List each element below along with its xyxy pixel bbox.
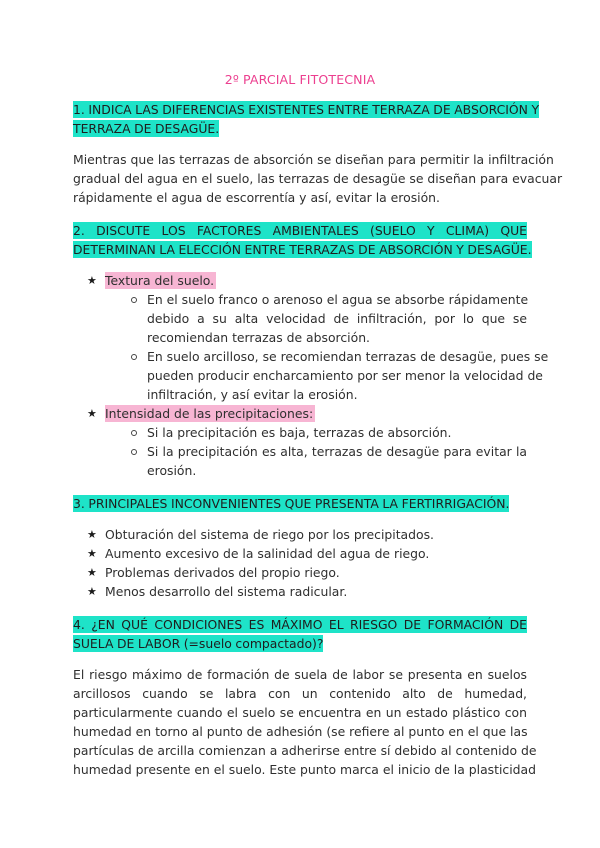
- star-icon: ★: [87, 274, 97, 287]
- star-icon: ★: [87, 407, 97, 420]
- question-1-answer: [73, 150, 563, 207]
- factor-item: [89, 271, 527, 290]
- list-item: Si la precipitación es baja, terrazas de absorción.: [131, 423, 527, 442]
- circle-bullet-icon: [131, 297, 137, 303]
- question-4-heading-line: 4. ¿EN QUÉ CONDICIONES ES MÁXIMO EL RIESGO DE FORMACIÓN DE: [73, 617, 527, 632]
- question-1-heading: [73, 100, 540, 138]
- factor-label: Textura del suelo.: [105, 273, 215, 288]
- factor-points: [131, 423, 527, 480]
- star-icon: ★: [87, 528, 97, 541]
- factor-item: [89, 404, 527, 423]
- question-2-heading-line: DETERMINAN LA ELECCIÓN ENTRE TERRAZAS DE ABSORCIÓN Y DESAGÜE.: [73, 242, 532, 257]
- answer-line: gradual del agua en el suelo, las terrazas de desagüe se diseñan para evacuar: [73, 171, 563, 186]
- answer-line: humedad presente en el suelo. Este punto marca el inicio de la plasticidad: [73, 762, 536, 777]
- question-3-heading: [73, 494, 527, 513]
- answer-line: rápidamente el agua de escorrentía y así, evitar la erosión.: [73, 190, 440, 205]
- list-item: En suelo arcilloso, se recomiendan terrazas de desagüe, pues se pueden producir encharcamiento por ser menor la velocidad de infiltración, y así evitar la erosión.: [131, 347, 527, 404]
- question-4-heading: [73, 615, 527, 653]
- star-icon: ★: [87, 566, 97, 579]
- page-title: 2º PARCIAL FITOTECNIA: [224, 72, 376, 87]
- factor-label: Intensidad de las precipitaciones:: [105, 406, 314, 421]
- answer-line: particularmente cuando el suelo se encuentra en un estado plástico con: [73, 705, 527, 720]
- question-1-heading-line: 1. INDICA LAS DIFERENCIAS EXISTENTES ENTRE TERRAZA DE ABSORCIÓN Y: [73, 102, 540, 117]
- question-3-heading-line: 3. PRINCIPALES INCONVENIENTES QUE PRESENTA LA FERTIRRIGACIÓN.: [73, 496, 510, 511]
- answer-line: arcillosos cuando se labra con un contenido alto de humedad,: [73, 686, 527, 701]
- circle-bullet-icon: [131, 430, 137, 436]
- question-3-list: [73, 525, 527, 601]
- answer-line: Mientras que las terrazas de absorción se diseñan para permitir la infiltración: [73, 152, 554, 167]
- question-4-heading-line: SUELA DE LABOR (=suelo compactado)?: [73, 636, 324, 651]
- question-2-factor-list: [73, 271, 549, 480]
- list-item: ★ Obturación del sistema de riego por los precipitados.: [87, 527, 434, 542]
- question-2-heading: [73, 221, 532, 259]
- list-item: ★ Aumento excesivo de la salinidad del agua de riego.: [87, 546, 430, 561]
- star-icon: ★: [87, 547, 97, 560]
- factor-points: [131, 290, 549, 404]
- question-4-answer: [73, 665, 537, 779]
- question-2-heading-line: 2. DISCUTE LOS FACTORES AMBIENTALES (SUELO Y CLIMA) QUE: [73, 223, 527, 238]
- circle-bullet-icon: [131, 354, 137, 360]
- answer-line: humedad en torno al punto de adhesión (se refiere al punto en el que las: [73, 724, 528, 739]
- answer-line: El riesgo máximo de formación de suela de labor se presenta en suelos: [73, 667, 527, 682]
- list-item: ★ Problemas derivados del propio riego.: [87, 565, 340, 580]
- list-item: En el suelo franco o arenoso el agua se absorbe rápidamente debido a su alta velocidad de infiltración, por lo que se recomiendan terrazas de absorción.: [131, 290, 527, 347]
- star-icon: ★: [87, 585, 97, 598]
- list-item: ★ Menos desarrollo del sistema radicular.: [87, 584, 348, 599]
- list-item: Si la precipitación es alta, terrazas de desagüe para evitar la erosión.: [131, 442, 527, 480]
- question-1-heading-line: TERRAZA DE DESAGÜE.: [73, 121, 220, 136]
- answer-line: partículas de arcilla comienzan a adherirse entre sí debido al contenido de: [73, 743, 537, 758]
- document-body: [73, 100, 563, 779]
- circle-bullet-icon: [131, 449, 137, 455]
